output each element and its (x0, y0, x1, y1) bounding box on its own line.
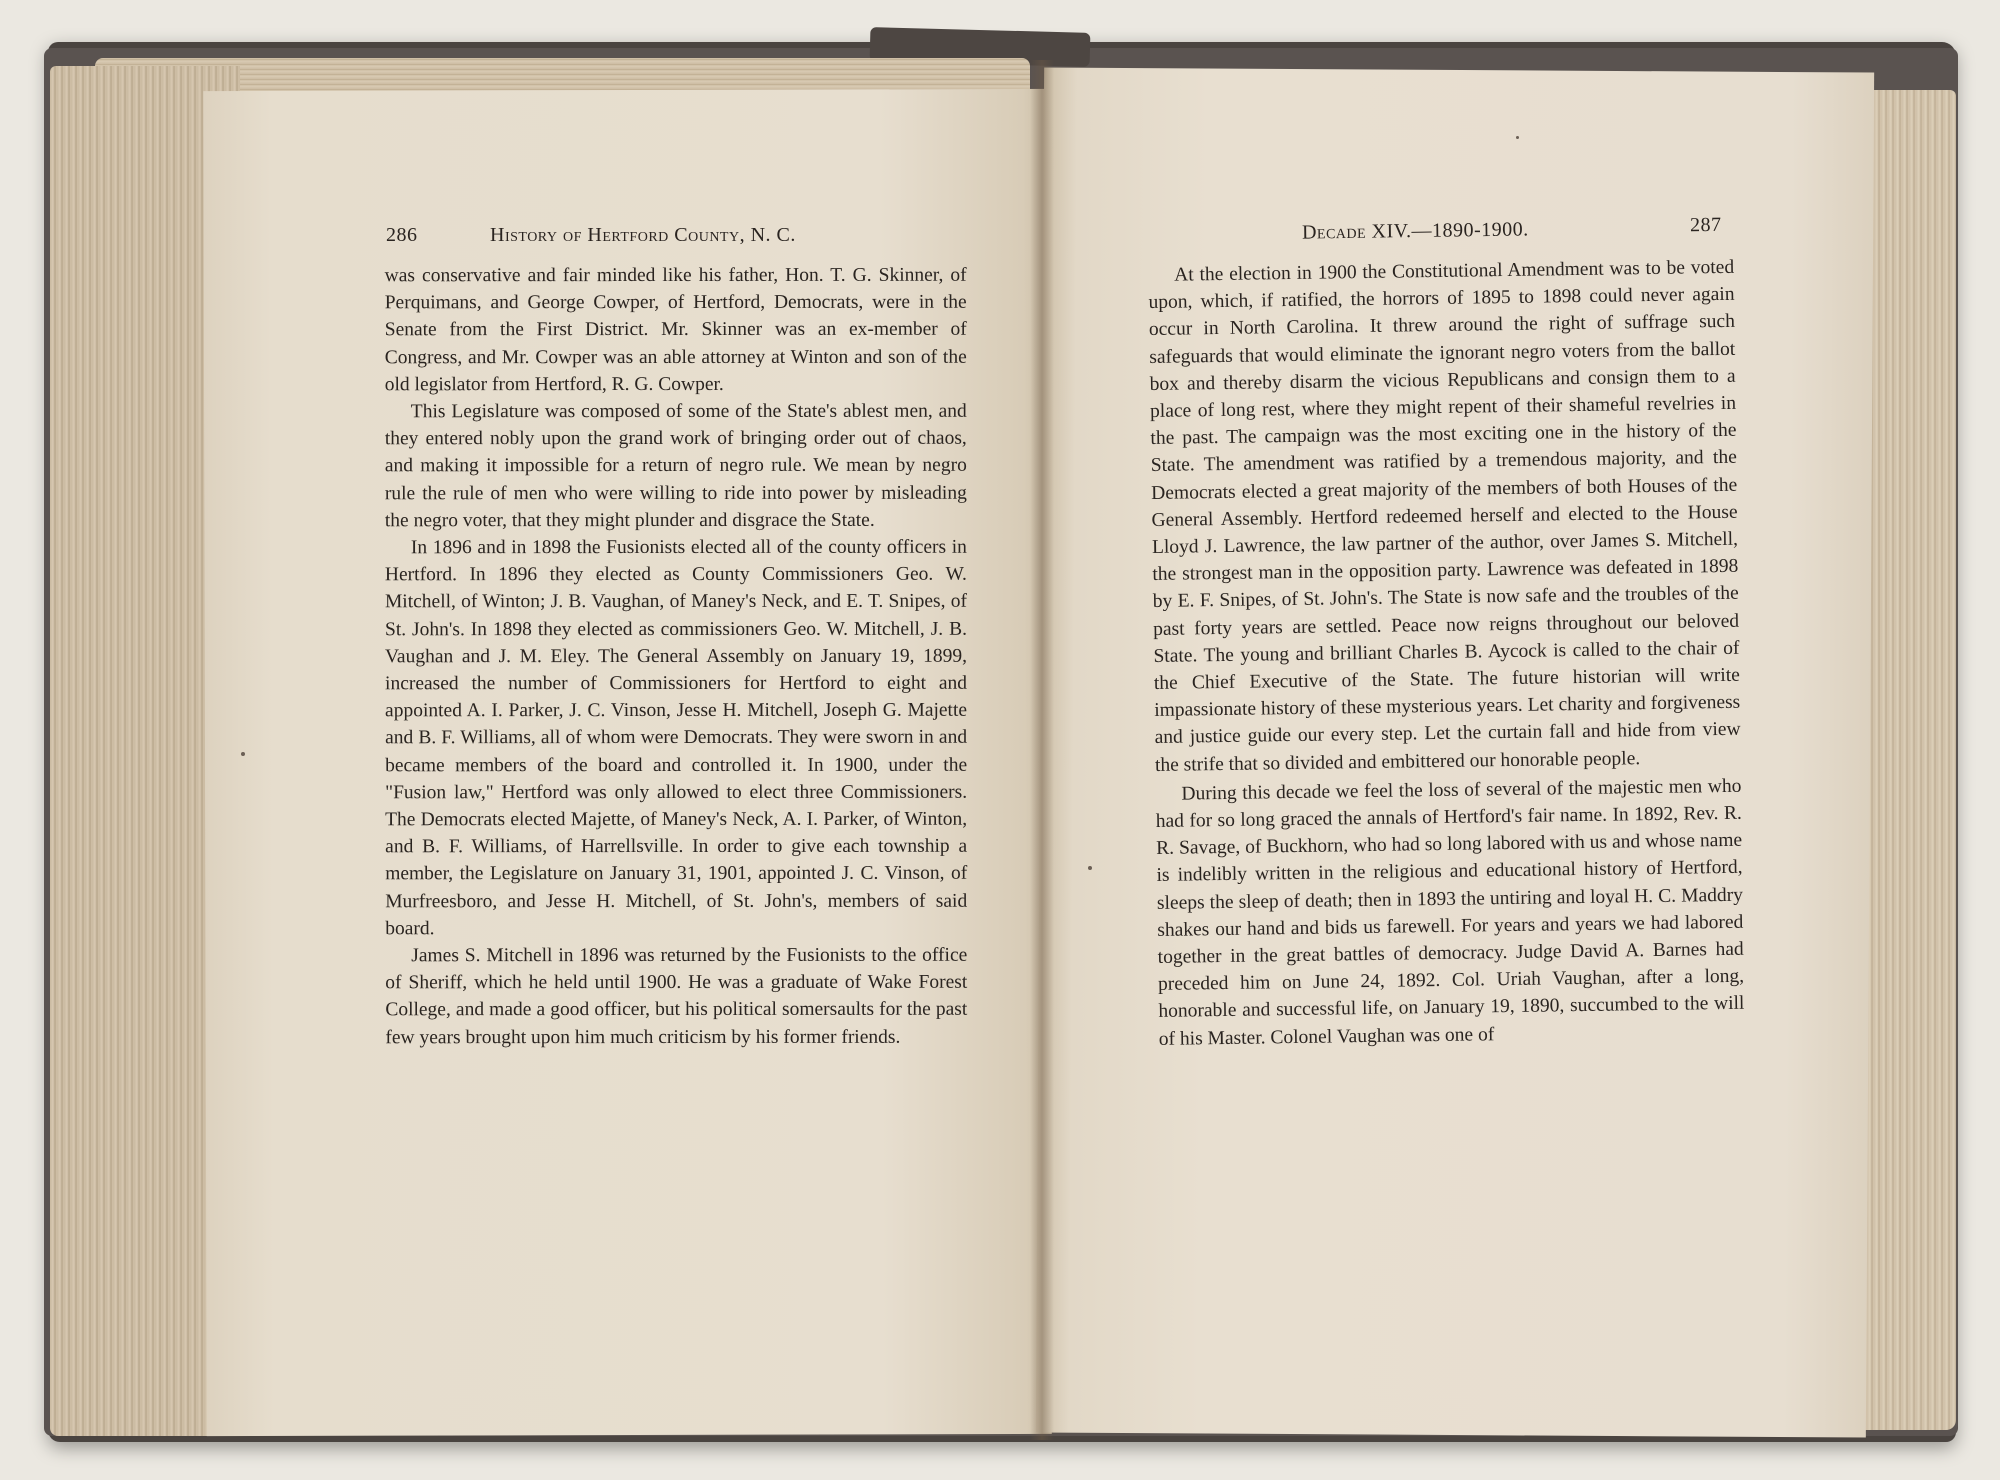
left-page-number: 286 (386, 224, 418, 246)
right-paragraph: At the election in 1900 the Constitutional Amendment was to be voted upon, which, if ratified, the horrors of 1895 to 1898 could never again occur in North Carolina. It threw around the right of suffrage such safeguards that would eliminate the ignorant negro voters from the ballot box and thereby disarm the vicious Republicans and consign them to a place of long rest, where they might repent of their shameful revelries in the past. The campaign was the most exciting one in the history of the State. The amendment was ratified by a tremendous majority, and the Democrats elected a great majority of the members of both Houses of the General Assembly. Hertford redeemed herself and elected to the House Lloyd J. Lawrence, the law partner of the author, over James S. Mitchell, the strongest man in the opposition party. Lawrence was defeated in 1898 by E. F. Snipes, of St. John's. The State is now safe and the troubles of the past forty years are settled. Peace now reigns throughout our beloved State. The young and brilliant Charles B. Aycock is called to the chair of the Chief Executive of the State. The future historian will write impassionate history of these mysterious years. Let charity and forgiveness and justice guide our every step. Let the curtain fall and hide from view the strife that so divided and embittered our honorable people. (1148, 256, 1741, 776)
right-page-number: 287 (1689, 213, 1722, 237)
left-paragraph: This Legislature was composed of some of the State's ablest men, and they entered nobly upon the grand work of bringing order out of chaos, and making it impossible for a return of negro rule. We mean by negro rule the rule of men who were willing to ride into power by misleading the negro voter, that they might plunder and disgrace the State. (384, 400, 967, 532)
right-page-body (1148, 254, 1745, 1053)
paper-speck (1088, 866, 1092, 870)
paper-speck (241, 752, 245, 756)
left-paragraph: was conservative and fair minded like his father, Hon. T. G. Skinner, of Perquimans, and George Cowper, of Hertford, Democrats, were in the Senate from the First District. Mr. Skinner was an ex-member of Congress, and Mr. Cowper was an able attorney at Winton and son of the old legislator from Hertford, R. G. Cowper. (384, 264, 967, 396)
page-gutter (1030, 60, 1054, 1440)
left-running-head: History of Hertford County, N. C. (490, 224, 796, 246)
right-running-head: Decade XIV.—1890-1900. (1301, 218, 1529, 244)
left-paragraph: In 1896 and in 1898 the Fusionists elected all of the county officers in Hertford. In 1896 they elected as County Commissioners Geo. W. Mitchell, of Winton; J. B. Vaughan, of Maney's Neck, and E. T. Snipes, of St. John's. In 1898 they elected as commissioners Geo. W. Mitchell, J. B. Vaughan and J. M. Eley. The General Assembly on January 19, 1899, increased the number of Commissioners for Hertford to eight and appointed A. I. Parker, J. C. Vinson, Jesse H. Mitchell, Joseph G. Majette and B. F. Williams, all of whom were Democrats. They were sworn in and became members of the board and controlled it. In 1900, under the "Fusion law," Hertford was only allowed to elect three Commissioners. The Democrats elected Majette, of Maney's Neck, A. I. Parker, of Winton, and B. F. Williams, of Harrellsville. In order to give each township a member, the Legislature on January 31, 1901, appointed J. C. Vinson, of Murfreesboro, and Jesse H. Mitchell, of St. John's, members of said board. (384, 536, 968, 940)
paper-speck (1516, 136, 1519, 139)
left-page-body (385, 262, 968, 1051)
page-edges-right (1860, 90, 1956, 1430)
left-paragraph: James S. Mitchell in 1896 was returned by the Fusionists to the office of Sheriff, which he held until 1900. He was a graduate of Wake Forest College, and made a good officer, but his political somersaults for the past few years brought upon him much criticism by his former friends. (385, 944, 968, 1048)
right-paragraph: During this decade we feel the loss of several of the majestic men who had for so long graced the annals of Hertford's fair name. In 1892, Rev. R. R. Savage, of Buckhorn, who had so long labored with us and whose name is indelibly written in the religious and educational history of Hertford, sleeps the sleep of death; then in 1893 the untiring and loyal H. C. Maddry shakes our hand and bids us farewell. For years and years we had labored together in the great battles of democracy. Judge David A. Barnes had preceded him on June 24, 1892. Col. Uriah Vaughan, after a long, honorable and successful life, on January 19, 1890, succumbed to the will of his Master. Colonel Vaughan was one of (1155, 775, 1745, 1050)
